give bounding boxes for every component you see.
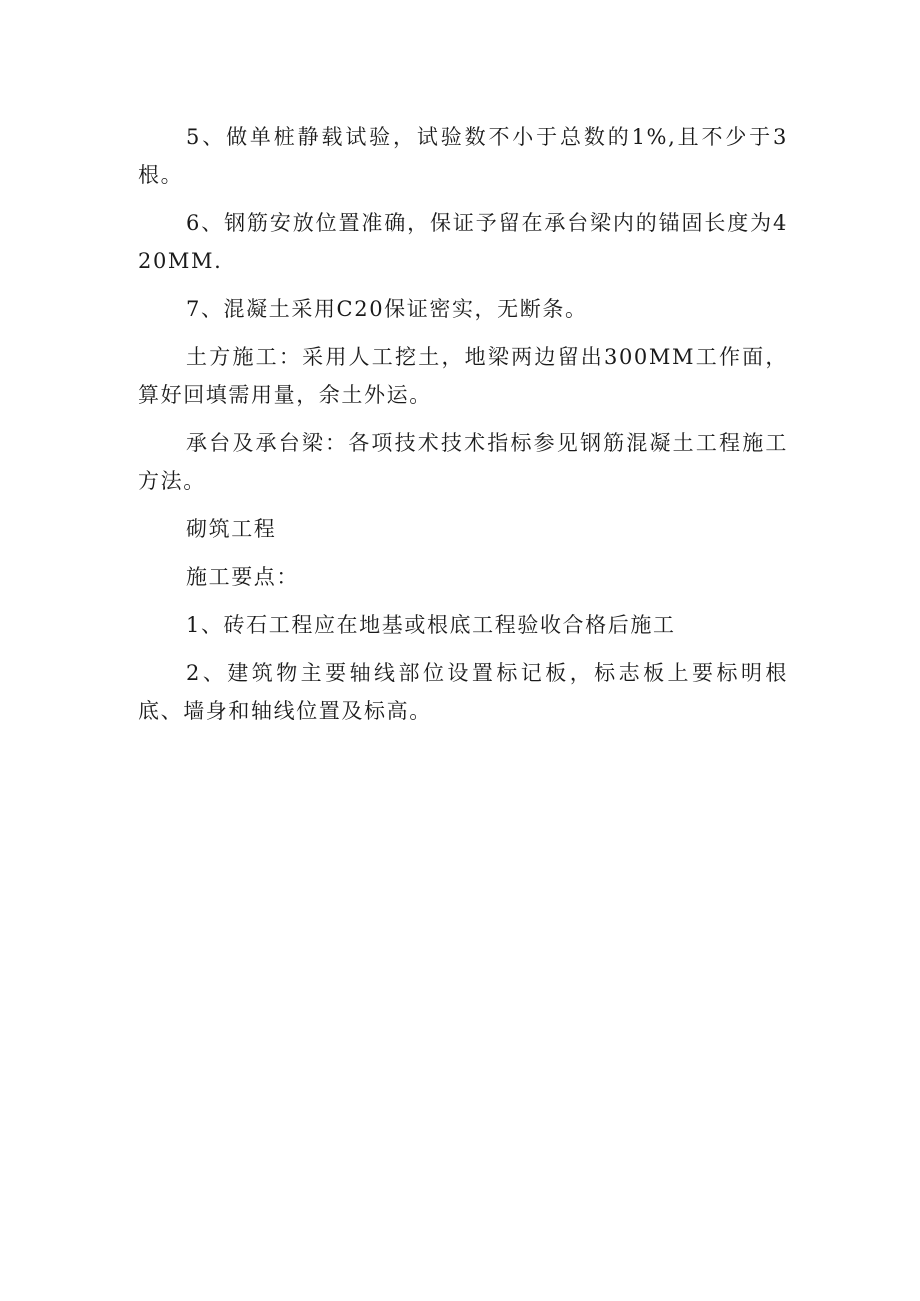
paragraph-earthwork: 土方施工：采用人工挖土，地梁两边留出300MM工作面，算好回填需用量，余土外运。 xyxy=(138,345,788,407)
document-body xyxy=(138,118,788,740)
paragraph-masonry-acceptance: 1、砖石工程应在地基或根底工程验收合格后施工 xyxy=(186,613,676,637)
paragraph-pile-cap-beam: 承台及承台梁：各项技术技术指标参见钢筋混凝土工程施工方法。 xyxy=(138,431,788,493)
paragraph-rebar-placement: 6、钢筋安放位置准确，保证予留在承台梁内的锚固长度为420MM. xyxy=(138,211,788,273)
section-heading-key-points: 施工要点： xyxy=(186,565,299,589)
paragraph-axis-marker-board: 2、建筑物主要轴线部位设置标记板，标志板上要标明根底、墙身和轴线位置及标高。 xyxy=(138,661,788,723)
paragraph-concrete-grade: 7、混凝土采用C20保证密实，无断条。 xyxy=(186,297,588,321)
section-heading-masonry: 砌筑工程 xyxy=(186,517,277,541)
paragraph-pile-load-test: 5、做单桩静载试验，试验数不小于总数的1%,且不少于3根。 xyxy=(138,125,788,187)
